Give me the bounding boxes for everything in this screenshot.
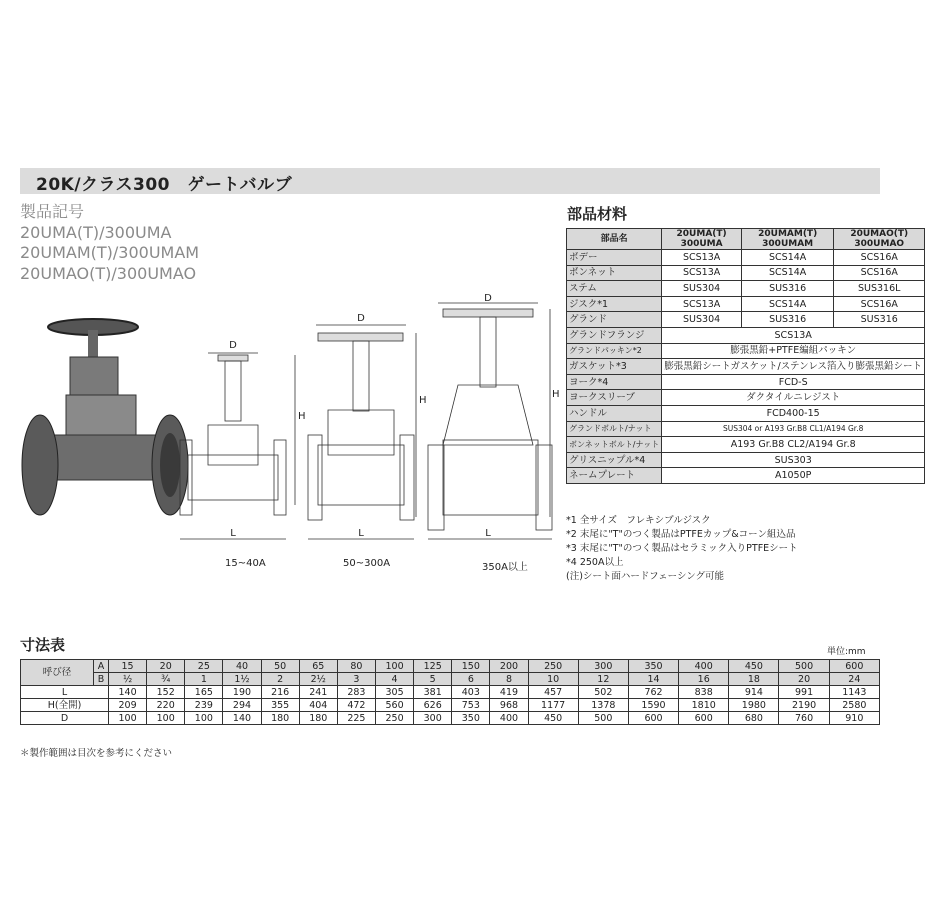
caption-15-40: 15~40A [225,558,266,569]
parts-row [567,359,925,375]
dimension-cell: 12 [578,673,628,686]
dimension-cell: 50 [261,660,299,673]
parts-row [567,452,925,468]
dimension-cell: 450 [528,712,578,725]
dimension-cell: 241 [299,686,337,699]
note: *2 末尾に"T"のつく製品はPTFEカップ&コーン組込品 [566,529,796,540]
dim-label-l: L [230,528,236,539]
dimension-cell: 165 [185,686,223,699]
part-name: ガスケット*3 [567,359,662,375]
dimension-cell: 216 [261,686,299,699]
parts-header: 部品名 [567,229,662,250]
dimension-cell: 300 [414,712,452,725]
dimension-cell: 125 [414,660,452,673]
dimension-cell: 910 [829,712,879,725]
product-code: 20UMAO(T)/300UMAO [20,263,197,283]
part-material: 膨張黒鉛シートガスケット/ステンレス箔入り膨張黒鉛シート [662,359,925,375]
dimension-cell: 65 [299,660,337,673]
dimension-cell: 403 [452,686,490,699]
parts-header: 20UMA(T) 300UMA [662,229,742,250]
dimension-cell: 100 [185,712,223,725]
dimensions-row [21,673,880,686]
part-name: グランドボルト/ナット [567,421,662,437]
dimension-cell: 100 [375,660,413,673]
dimension-cell: 350 [452,712,490,725]
dim-label-h: H [552,389,560,400]
dim-label-h: H [419,395,427,406]
dimension-cell: 80 [337,660,375,673]
dim-label-d: D [229,340,237,351]
dimension-cell: 1810 [679,699,729,712]
drawing-medium [308,313,427,539]
parts-header-row [567,229,925,250]
dimensions-note: ＊製作範囲は目次を参考にください [20,748,173,759]
row-label: H(全開) [21,699,109,712]
dimension-cell: 2½ [299,673,337,686]
dimension-cell: 305 [375,686,413,699]
dimension-cell: 283 [337,686,375,699]
dimension-cell: 500 [779,660,829,673]
dimension-cell: 350 [628,660,678,673]
part-name: グランドフランジ [567,327,662,343]
part-name: ステム [567,281,662,297]
dimension-cell: 8 [490,673,528,686]
part-material: SCS14A [741,296,834,312]
product-codes-heading: 製品記号 [20,202,85,221]
drawing-small [180,340,306,539]
parts-row [567,281,925,297]
caption-50-300: 50~300A [343,558,391,569]
dimension-cell: 753 [452,699,490,712]
part-name: ハンドル [567,405,662,421]
product-code: 20UMAM(T)/300UMAM [20,243,200,262]
part-material: 膨張黒鉛+PTFE編組パッキン [662,343,925,359]
caption-350-plus: 350A以上 [482,562,528,573]
part-name: グランド [567,312,662,328]
part-material: SCS13A [662,327,925,343]
dimension-cell: 2190 [779,699,829,712]
part-material: FCD-S [662,374,925,390]
parts-title: 部品材料 [567,205,628,223]
dimension-cell: 5 [414,673,452,686]
row-label: B [94,673,109,686]
dimension-cell: 18 [729,673,779,686]
part-name: グランドパッキン*2 [567,343,662,359]
dimension-cell: 838 [679,686,729,699]
part-material: SCS16A [834,296,925,312]
dimension-cell: 20 [779,673,829,686]
dimension-cell: 1980 [729,699,779,712]
unit-label: 単位:mm [827,647,866,657]
dimension-cell: 400 [679,660,729,673]
dimension-cell: 14 [628,673,678,686]
dimension-cell: ½ [109,673,147,686]
dimension-cell: 10 [528,673,578,686]
part-material: SCS14A [741,250,834,266]
part-material: SUS304 [662,281,742,297]
dimension-cell: 600 [829,660,879,673]
dimension-cell: 250 [375,712,413,725]
dim-label-d: D [484,293,492,304]
dimension-cell: 760 [779,712,829,725]
dimension-cell: 450 [729,660,779,673]
part-name: ヨークスリーブ [567,390,662,406]
parts-table [566,228,925,484]
dimension-cell: 2 [261,673,299,686]
dimension-cell: 560 [375,699,413,712]
dimensions-title: 寸法表 [20,636,66,654]
dimension-cell: 404 [299,699,337,712]
dimensions-table [20,659,880,725]
part-material: SUS316 [834,312,925,328]
dimension-cell: 20 [147,660,185,673]
row-label: L [21,686,109,699]
dimension-cell: 25 [185,660,223,673]
dimension-cell: 4 [375,673,413,686]
part-material: FCD400-15 [662,405,925,421]
part-material: SCS16A [834,250,925,266]
dim-label-l: L [485,528,491,539]
dimension-cell: 300 [578,660,628,673]
part-material: SUS303 [662,452,925,468]
parts-row [567,312,925,328]
dimension-cell: 140 [223,712,261,725]
dim-label-h: H [298,411,306,422]
valve-illustrations [18,295,563,550]
part-name: ネームプレート [567,468,662,484]
dimension-cell: 1 [185,673,223,686]
dimension-cell: 419 [490,686,528,699]
part-material: SCS14A [741,265,834,281]
dimension-cell: 991 [779,686,829,699]
dimension-cell: 3 [337,673,375,686]
drawing-large [428,293,560,539]
dimensions-row [21,699,880,712]
parts-row [567,437,925,453]
row-label: D [21,712,109,725]
dimension-cell: 914 [729,686,779,699]
dimensions-row [21,712,880,725]
part-material: A1050P [662,468,925,484]
dimension-cell: 6 [452,673,490,686]
parts-header: 20UMAM(T) 300UMAM [741,229,834,250]
part-name: ジスク*1 [567,296,662,312]
dimension-cell: 16 [679,673,729,686]
dimension-cell: 150 [452,660,490,673]
note: *1 全サイズ フレキシブルジスク [566,515,711,526]
dimension-cell: 239 [185,699,223,712]
part-name: ボンネットボルト/ナット [567,437,662,453]
part-name: グリスニップル*4 [567,452,662,468]
parts-row [567,390,925,406]
dimension-cell: 502 [578,686,628,699]
dimension-cell: 220 [147,699,185,712]
dimension-cell: 1590 [628,699,678,712]
dimension-cell: 1177 [528,699,578,712]
dimension-cell: 294 [223,699,261,712]
parts-row [567,374,925,390]
note: *4 250A以上 [566,557,624,568]
dimension-cell: 968 [490,699,528,712]
product-codes [20,202,199,284]
dimension-cell: 500 [578,712,628,725]
dimension-cell: 140 [109,686,147,699]
part-material: SCS13A [662,265,742,281]
part-name: ボンネット [567,265,662,281]
part-name: ヨーク*4 [567,374,662,390]
dimension-cell: 190 [223,686,261,699]
dimension-cell: 40 [223,660,261,673]
part-material: SCS13A [662,250,742,266]
part-material: A193 Gr.B8 CL2/A194 Gr.8 [662,437,925,453]
dimension-cell: 457 [528,686,578,699]
parts-row [567,421,925,437]
part-material: SCS13A [662,296,742,312]
product-code: 20UMA(T)/300UMA [20,222,172,242]
row-label: A [94,660,109,673]
dimension-cell: 180 [261,712,299,725]
title-bar [20,168,880,194]
part-name: ボデー [567,250,662,266]
note: *3 末尾に"T"のつく製品はセラミック入りPTFEシート [566,543,798,554]
parts-row [567,405,925,421]
dimension-cell: 152 [147,686,185,699]
parts-row [567,327,925,343]
parts-row [567,250,925,266]
dimension-cell: 1143 [829,686,879,699]
dimension-cell: 1½ [223,673,261,686]
dimension-cell: 15 [109,660,147,673]
parts-row [567,296,925,312]
dimension-cell: 600 [628,712,678,725]
parts-header: 20UMAO(T) 300UMAO [834,229,925,250]
dimension-cell: 24 [829,673,879,686]
dimension-cell: 225 [337,712,375,725]
dimension-cell: 400 [490,712,528,725]
dimensions-row [21,686,880,699]
parts-notes [566,514,798,584]
parts-row [567,265,925,281]
dimension-cell: 1378 [578,699,628,712]
dimensions-row [21,660,880,673]
dimension-cell: 2580 [829,699,879,712]
parts-row [567,468,925,484]
dimension-cell: 250 [528,660,578,673]
part-material: SUS304 or A193 Gr.B8 CL1/A194 Gr.8 [662,421,925,437]
dimension-cell: 200 [490,660,528,673]
dim-label-l: L [358,528,364,539]
note: (注)シート面ハードフェーシング可能 [566,571,725,582]
dim-label-d: D [357,313,365,324]
nominal-size-label: 呼び径 [21,660,94,686]
part-material: SUS304 [662,312,742,328]
dimension-cell: ¾ [147,673,185,686]
valve-photo [22,319,188,515]
dimension-cell: 100 [147,712,185,725]
dimension-cell: 680 [729,712,779,725]
dimension-cell: 180 [299,712,337,725]
dimension-cell: 209 [109,699,147,712]
dimension-cell: 762 [628,686,678,699]
dimension-cell: 355 [261,699,299,712]
part-material: SUS316 [741,312,834,328]
part-material: SUS316 [741,281,834,297]
dimension-cell: 626 [414,699,452,712]
dimension-cell: 472 [337,699,375,712]
part-material: SUS316L [834,281,925,297]
part-material: SCS16A [834,265,925,281]
dimension-cell: 381 [414,686,452,699]
parts-row [567,343,925,359]
dimension-cell: 600 [679,712,729,725]
part-material: ダクタイルニレジスト [662,390,925,406]
page-title: 20K/クラス300 ゲートバルブ [36,175,293,195]
dimension-cell: 100 [109,712,147,725]
